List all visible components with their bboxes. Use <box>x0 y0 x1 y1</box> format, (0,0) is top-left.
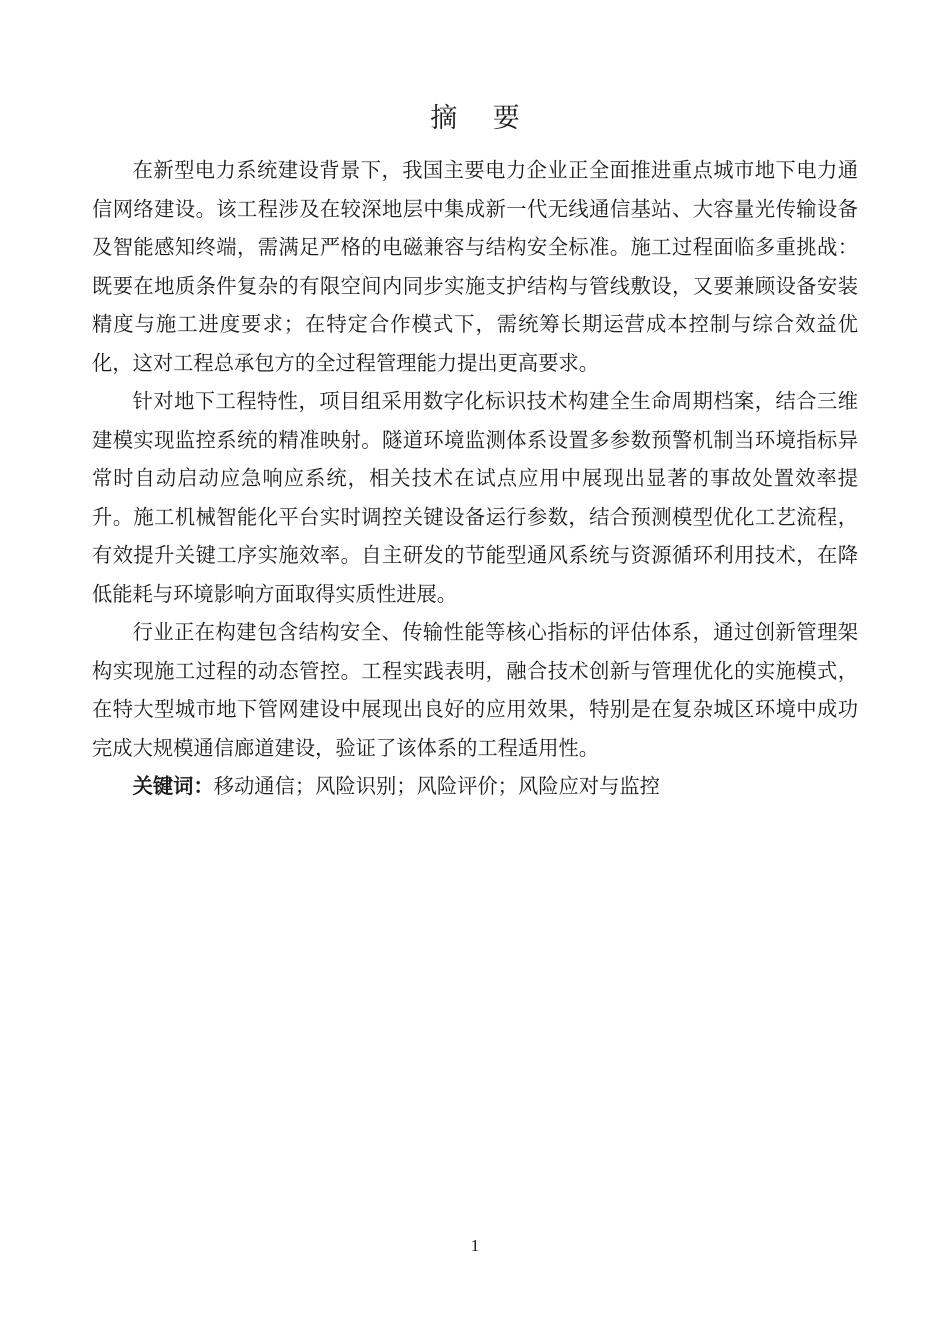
document-page <box>92 98 858 806</box>
keywords-line <box>92 767 858 806</box>
keywords-label: 关键词： <box>132 774 214 798</box>
abstract-paragraph-3: 行业正在构建包含结构安全、传输性能等核心指标的评估体系，通过创新管理架构实现施工过程的动态管控。工程实践表明，融合技术创新与管理优化的实施模式，在特大型城市地下管网建设中展现出良好的应用效果，特别是在复杂城区环境中成功完成大规模通信廊道建设，验证了该体系的工程适用性。 <box>92 620 858 760</box>
abstract-paragraph-1: 在新型电力系统建设背景下，我国主要电力企业正全面推进重点城市地下电力通信网络建设。该工程涉及在较深地层中集成新一代无线通信基站、大容量光传输设备及智能感知终端，需满足严格的电磁兼容与结构安全标准。施工过程面临多重挑战：既要在地质条件复杂的有限空间内同步实施支护结构与管线敷设，又要兼顾设备安装精度与施工进度要求；在特定合作模式下，需统筹长期运营成本控制与综合效益优化，这对工程总承包方的全过程管理能力提出更高要求。 <box>92 158 858 375</box>
page-number: 1 <box>470 1236 480 1255</box>
keywords-value: 移动通信；风险识别；风险评价；风险应对与监控 <box>213 774 660 798</box>
abstract-title: 摘 要 <box>430 103 534 134</box>
abstract-paragraph-2: 针对地下工程特性，项目组采用数字化标识技术构建全生命周期档案，结合三维建模实现监控系统的精准映射。隧道环境监测体系设置多参数预警机制当环境指标异常时自动启动应急响应系统，相关技术在试点应用中展现出显著的事故处置效率提升。施工机械智能化平台实时调控关键设备运行参数，结合预测模型优化工艺流程，有效提升关键工序实施效率。自主研发的节能型通风系统与资源循环利用技术，在降低能耗与环境影响方面取得实质性进展。 <box>92 389 858 606</box>
